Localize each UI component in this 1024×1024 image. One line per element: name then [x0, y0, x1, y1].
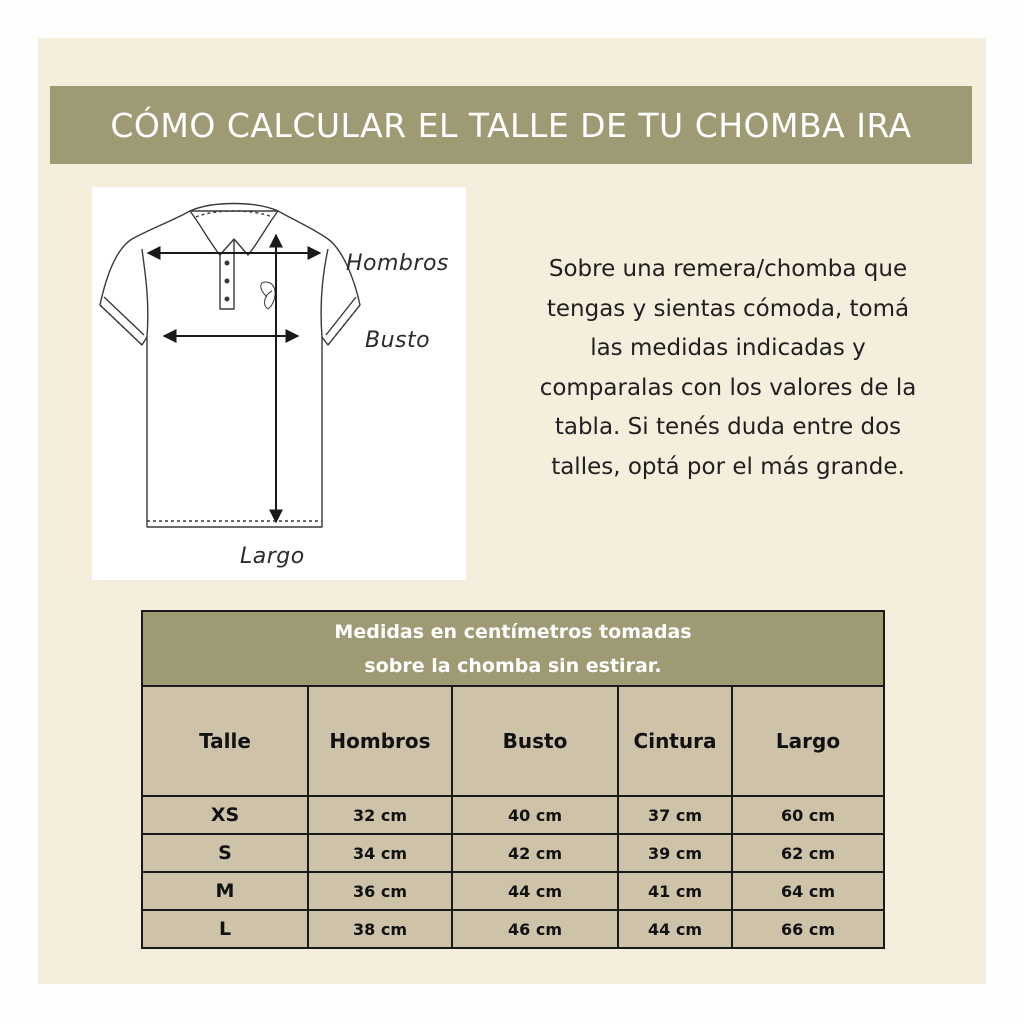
cell-largo: 66 cm [732, 910, 884, 948]
cell-hombros: 34 cm [308, 834, 452, 872]
table-row [142, 834, 884, 872]
polo-shirt-illustration [92, 187, 466, 580]
instructions-line: comparalas con los valores de la [539, 374, 917, 401]
instructions-line: talles, optá por el más grande. [551, 453, 905, 480]
cell-hombros: 32 cm [308, 796, 452, 834]
cell-hombros: 36 cm [308, 872, 452, 910]
header-busto: Busto [452, 686, 618, 796]
table-caption [142, 611, 884, 686]
cell-cintura: 37 cm [618, 796, 732, 834]
header-hombros: Hombros [308, 686, 452, 796]
cell-cintura: 39 cm [618, 834, 732, 872]
cell-hombros: 38 cm [308, 910, 452, 948]
page-title: CÓMO CALCULAR EL TALLE DE TU CHOMBA IRA [50, 86, 972, 164]
cell-busto: 46 cm [452, 910, 618, 948]
table-header-row [142, 686, 884, 796]
cell-largo: 64 cm [732, 872, 884, 910]
instructions-line: Sobre una remera/chomba que [548, 256, 908, 282]
label-hombros: Hombros [346, 251, 449, 276]
cell-busto: 44 cm [452, 872, 618, 910]
cell-largo: 62 cm [732, 834, 884, 872]
shirt-diagram [92, 187, 466, 580]
header-talle: Talle [142, 686, 308, 796]
cell-size: L [142, 910, 308, 948]
cell-cintura: 41 cm [618, 872, 732, 910]
cell-busto: 40 cm [452, 796, 618, 834]
cell-size: XS [142, 796, 308, 834]
table-row [142, 910, 884, 948]
cell-size: M [142, 872, 308, 910]
header-largo: Largo [732, 686, 884, 796]
table-row [142, 796, 884, 834]
cell-cintura: 44 cm [618, 910, 732, 948]
size-table [141, 610, 885, 949]
instructions-line: tengas y sientas cómoda, tomá [546, 295, 910, 322]
caption-line: Medidas en centímetros tomadas [334, 620, 692, 643]
cell-largo: 60 cm [732, 796, 884, 834]
caption-line: sobre la chomba sin estirar. [364, 654, 662, 677]
label-largo: Largo [240, 544, 305, 569]
cell-size: S [142, 834, 308, 872]
instructions-text [508, 250, 948, 487]
label-busto: Busto [365, 328, 431, 353]
cell-busto: 42 cm [452, 834, 618, 872]
instructions-line: tabla. Si tenés duda entre dos [554, 414, 902, 440]
instructions-line: las medidas indicadas y [590, 335, 866, 361]
table-row [142, 872, 884, 910]
header-cintura: Cintura [618, 686, 732, 796]
